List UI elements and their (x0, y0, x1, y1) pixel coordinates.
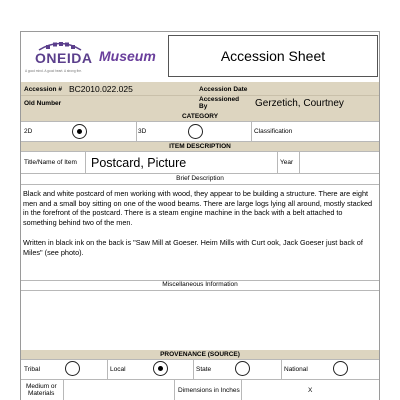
state-radio[interactable] (235, 361, 250, 376)
national-label: National (284, 366, 308, 373)
category-2d-label: 2D (24, 128, 33, 135)
oneida-logo (21, 32, 111, 82)
medium-label-2: Materials (28, 390, 55, 397)
accession-sheet (20, 31, 380, 400)
category-3d-radio[interactable] (188, 124, 203, 139)
state-label: State (196, 366, 212, 373)
misc-info-label: Miscellaneous Information (162, 281, 238, 288)
national-radio[interactable] (333, 361, 348, 376)
accession-number-value[interactable]: BC2010.022.025 (69, 84, 133, 94)
tribal-label: Tribal (24, 366, 41, 373)
title-name-label: Title/Name of Item (24, 159, 77, 166)
sheet-title: Accession Sheet (168, 35, 378, 77)
description-paragraph-2: Written in black ink on the back is "Saw Mill at Goeser. Heim Mills with Curt ook, Jack Goeser just back of Miles" (see photo). (23, 237, 363, 257)
accession-number-label: Accession # (24, 86, 62, 93)
provenance-header: PROVENANCE (SOURCE) (160, 351, 240, 358)
misc-info-field[interactable] (21, 291, 379, 350)
accessioned-by-label-2: By (199, 103, 208, 110)
tribal-radio[interactable] (65, 361, 80, 376)
logo-tagline: A good mind. A good heart. A strong fire. (25, 69, 82, 73)
category-header: CATEGORY (181, 113, 219, 120)
accessioned-by-value[interactable]: Gerzetich, Courtney (255, 98, 344, 109)
description-paragraph-1: Black and white postcard of men working with wood, they appear to be building a structure. There are eight men and a small boy sitting on one of the wood beams. There are large logs lying all around, mostly stacked in the forefront of the postcard. There is a steam engine machine in the back with a belt attached to something behind two of the men. (23, 189, 373, 228)
local-radio[interactable] (153, 361, 168, 376)
medium-label-1: Medium or (26, 383, 57, 390)
category-2d-radio[interactable] (72, 124, 87, 139)
brief-description-label: Brief Description (176, 175, 224, 182)
museum-label: Museum (99, 48, 156, 64)
old-number-label: Old Number (24, 100, 62, 107)
item-description-header: ITEM DESCRIPTION (169, 143, 231, 150)
logo-word: ONEIDA (35, 50, 93, 66)
accession-date-label: Accession Date (199, 86, 248, 93)
brief-description-text[interactable] (23, 189, 377, 267)
medium-field[interactable] (64, 380, 174, 400)
dimensions-x: X (308, 387, 313, 394)
local-label: Local (110, 366, 126, 373)
dimensions-label: Dimensions in Inches (178, 387, 240, 394)
accessioned-by-label-1: Accessioned (199, 96, 240, 103)
classification-label: Classification (254, 128, 293, 135)
year-label: Year (280, 159, 294, 166)
category-3d-label: 3D (138, 128, 147, 135)
title-name-value[interactable]: Postcard, Picture (91, 156, 187, 170)
